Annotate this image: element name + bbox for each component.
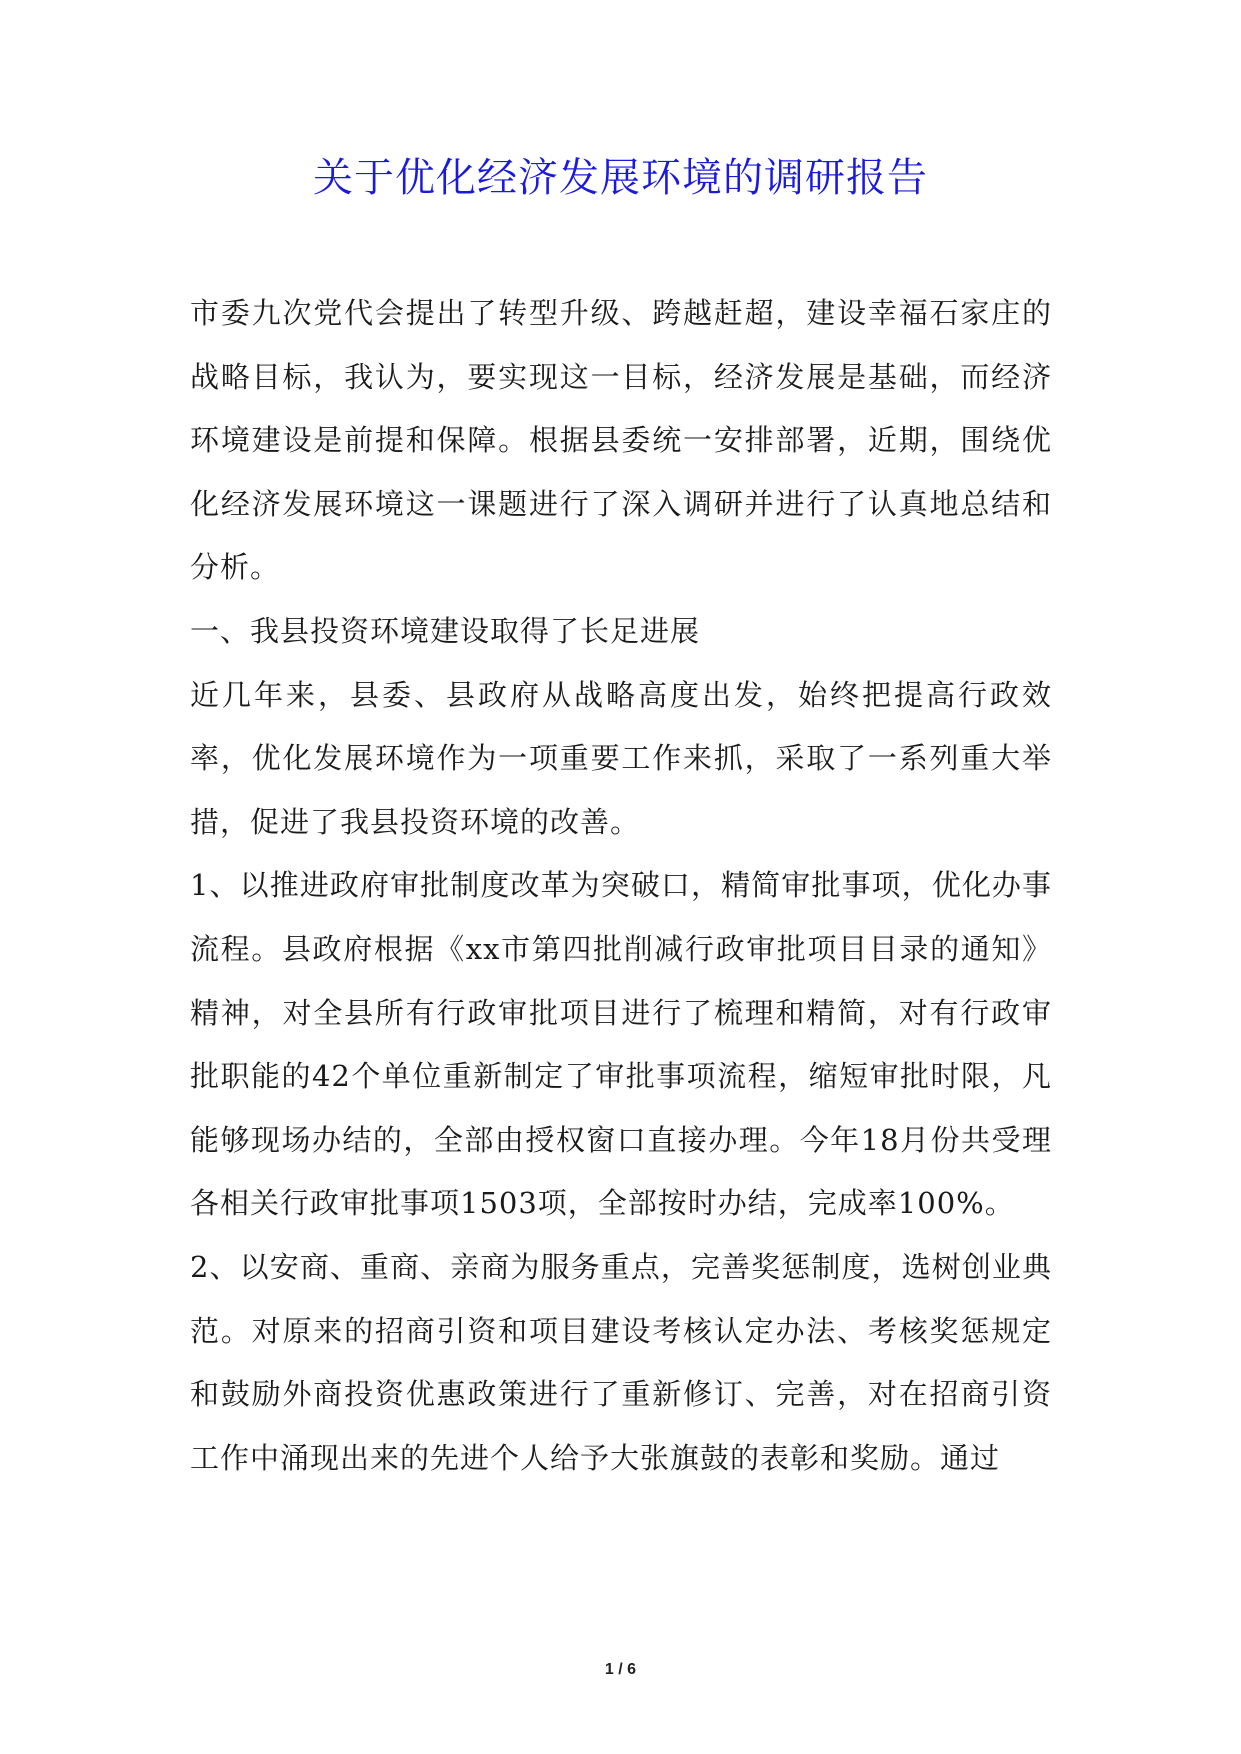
- paragraph-item-1: 1、以推进政府审批制度改革为突破口，精简审批事项，优化办事流程。县政府根据《xx市第四批削减行政审批项目目录的通知》精神，对全县所有行政审批项目进行了梳理和精简，对有行政审批职能的42个单位重新制定了审批事项流程，缩短审批时限，凡能够现场办结的，全部由授权窗口直接办理。今年18月份共受理各相关行政审批事项1503项，全部按时办结，完成率100%。: [190, 868, 1052, 1221]
- document-title: 关于优化经济发展环境的调研报告: [313, 155, 928, 201]
- paragraph-intro: 市委九次党代会提出了转型升级、跨越赶超，建设幸福石家庄的战略目标，我认为，要实现这一目标，经济发展是基础，而经济环境建设是前提和保障。根据县委统一安排部署，近期，围绕优化经济发展环境这一课题进行了深入调研并进行了认真地总结和分析。: [190, 296, 1052, 585]
- document-body: [190, 282, 1052, 1490]
- page-number: 1 / 6: [604, 1661, 637, 1678]
- paragraph-progress: 近几年来，县委、县政府从战略高度出发，始终把提高行政效率，优化发展环境作为一项重要工作来抓，采取了一系列重大举措，促进了我县投资环境的改善。: [190, 677, 1052, 839]
- section-heading: 一、我县投资环境建设取得了长足进展: [190, 613, 701, 648]
- paragraph-item-2: 2、以安商、重商、亲商为服务重点，完善奖惩制度，选树创业典范。对原来的招商引资和项目建设考核认定办法、考核奖惩规定和鼓励外商投资优惠政策进行了重新修订、完善，对在招商引资工作中涌现出来的先进个人给予大张旗鼓的表彰和奖励。通过: [190, 1249, 1052, 1475]
